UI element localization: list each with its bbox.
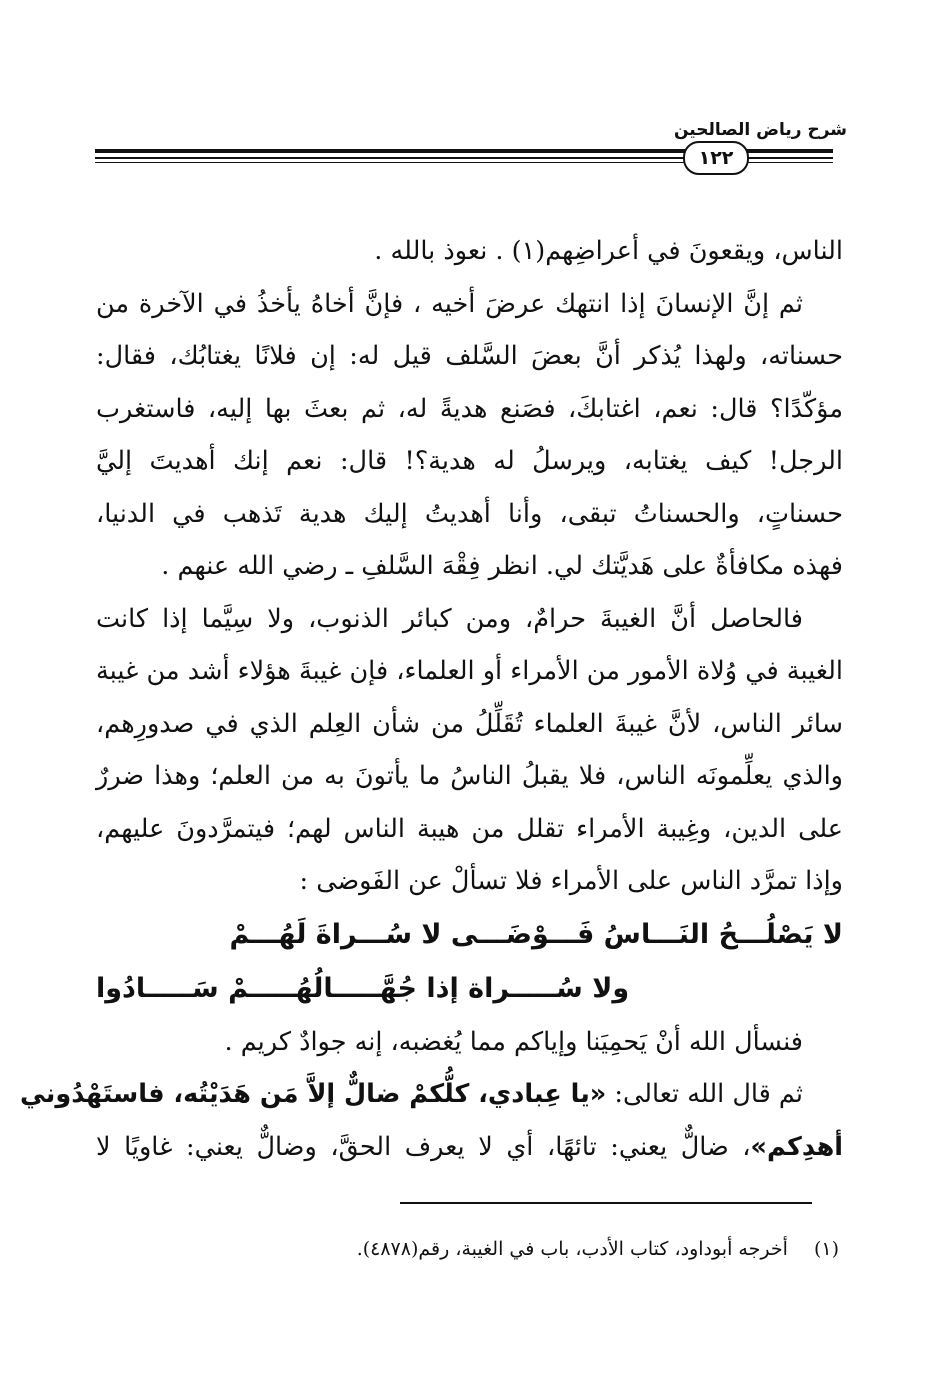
- text-line: فالحاصل أنَّ الغيبةَ حرامٌ، ومن كبائر الذنوب، ولا سِيَّما إذا كانت: [96, 603, 803, 634]
- main-text: [19, 225, 843, 1173]
- hadith-line-1: [19, 1068, 843, 1121]
- text-line: الرجل! كيف يغتابه، ويرسلُ له هدية؟! قال: نعم إنك أهديتَ إليَّ: [96, 446, 843, 476]
- hadith-line-2: [96, 1121, 843, 1174]
- hadith-quote-end: أهدِكم»: [750, 1131, 843, 1162]
- text-line: مؤكّدًا؟ قال: نعم، اغتابكَ، فصَنع هديةً له، ثم بعثَ بها إليه، فاستغرب: [96, 393, 843, 424]
- poem-verse-2: ولا سُـــــراة إذا جُهَّـــــالُهُـــــمْ سَـــــادُوا: [96, 972, 630, 1004]
- running-header-title: شرح رياض الصالحين: [673, 120, 847, 140]
- text-line: فهذه مكافأةٌ على هَديَّتك لي. انظر فِقْهَ السَّلفِ ـ رضي الله عنهم .: [161, 551, 843, 581]
- text-line: فنسأل الله أنْ يَحمِيَنا وإياكم مما يُغضبه، إنه جوادٌ كريم .: [224, 1026, 803, 1057]
- text-line: وإذا تمرَّد الناس على الأمراء فلا تسألْ عن الفَوضى :: [299, 866, 843, 896]
- footnote-marker: (١): [813, 1238, 839, 1260]
- page-number-badge: [683, 141, 749, 175]
- text-line: حسناته، ولهذا يُذكر أنَّ بعضَ السَّلف قيل له: إن فلانًا يغتابُك، فقال:: [96, 341, 843, 371]
- footnote-separator: [400, 1202, 812, 1204]
- footnote: [357, 1238, 839, 1260]
- page-number: ١٢٢: [698, 147, 734, 169]
- hadith-intro: ثم قال الله تعالى:: [606, 1079, 803, 1109]
- text-line: سائر الناس، لأنَّ غيبةَ العلماء تُقَلِّلُ من شأن العِلم الذي في صدورِهم،: [96, 708, 843, 739]
- text-line: الناس، ويقعونَ في أعراضِهم(١) . نعوذ بالله .: [374, 236, 843, 266]
- hadith-quote: «يا عِبادي، كلُّكمْ ضالٌّ إلاَّ مَن هَدَيْتُه، فاستَهْدُوني: [19, 1079, 607, 1109]
- text-line: الغيبة في وُلاة الأمور من الأمراء أو العلماء، فإن غيبةَ هؤلاء أشد من غيبة: [96, 656, 843, 686]
- text-line: حسناتٍ، والحسناتُ تبقى، وأنا أهديتُ إليك هدية تَذهب في الدنيا،: [96, 498, 843, 529]
- poem-verse-1: لا يَصْلُـــحُ النَـــاسُ فَـــوْضَـــى لا سُـــراةَ لَهُـــمْ: [229, 918, 843, 950]
- text-line: ثم إنَّ الإنسانَ إذا انتهك عرضَ أخيه ، فإنَّ أخاهُ يأخذُ في الآخرة من: [96, 288, 803, 319]
- footnote-text: أخرجه أبوداود، كتاب الأدب، باب في الغيبة، رقم(٤٨٧٨).: [356, 1238, 788, 1260]
- text-line: والذي يعلِّمونَه الناس، فلا يقبلُ الناسُ ما يأتونَ به من العلم؛ وهذا ضررٌ: [96, 761, 843, 791]
- text-line: على الدين، وغِيبة الأمراء تقلل من هيبة الناس لهم؛ فيتمرَّدونَ عليهم،: [96, 813, 843, 844]
- hadith-commentary: ، ضالٌّ يعني: تائهًا، أي لا يعرف الحقَّ، وضالٌّ يعني: غاويًا لا: [96, 1131, 751, 1162]
